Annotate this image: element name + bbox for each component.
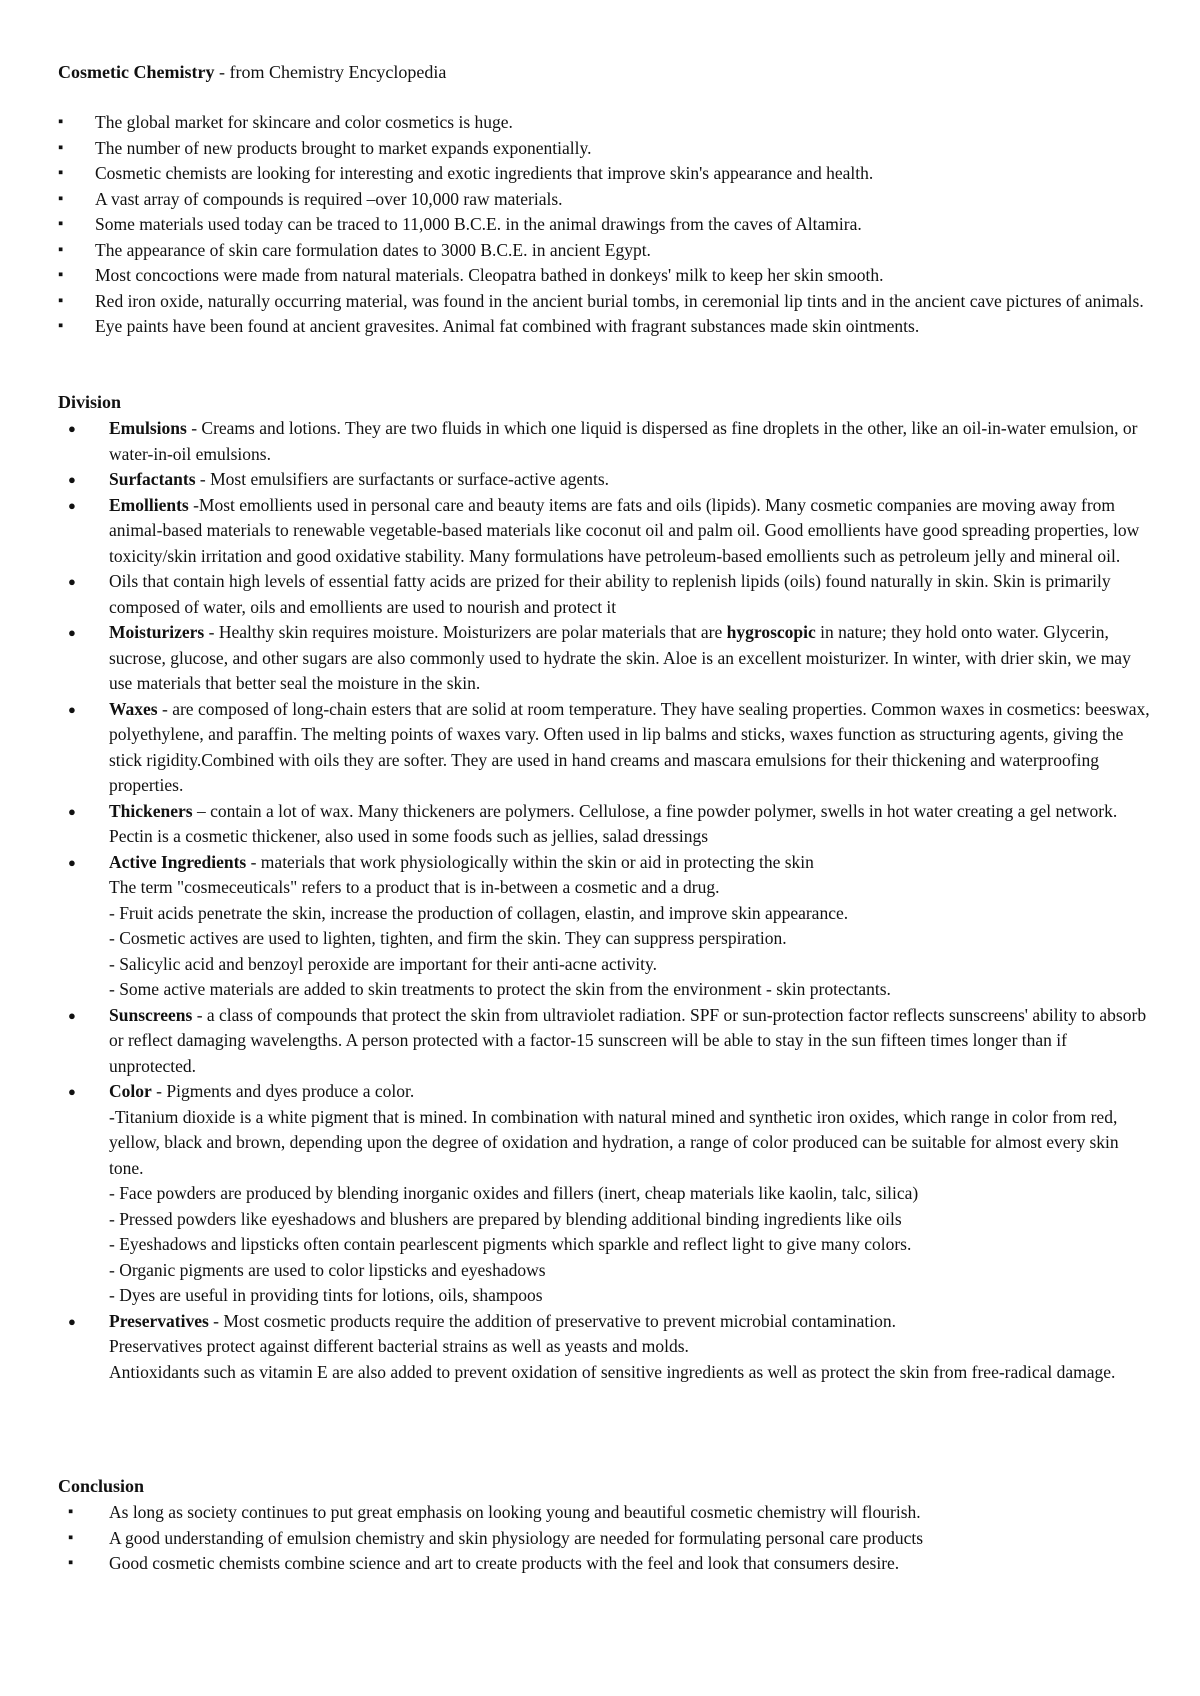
color-line: - Face powders are produced by blending inorganic oxides and fillers (inert, cheap materials like kaolin, talc, silica) xyxy=(109,1183,919,1203)
intro-item: ▪ Some materials used today can be traced to 11,000 B.C.E. in the animal drawings from the caves of Altamira. xyxy=(58,212,1148,238)
active-line: - Some active materials are added to skin treatments to protect the skin from the environment - skin protectants. xyxy=(109,979,891,999)
active-line: - Cosmetic actives are used to lighten, tighten, and firm the skin. They can suppress perspiration. xyxy=(109,928,787,948)
conclusion-list xyxy=(58,1500,1156,1577)
intro-item: ▪ The global market for skincare and color cosmetics is huge. xyxy=(58,110,1148,136)
term-active-ingredients: Active Ingredients xyxy=(109,851,247,872)
moisturizers-text-2: in nature; they hold onto water. Glycerin, sucrose, glucose, and other sugars are also commonly used to hydrate the skin. Aloe is an excellent moisturizer. In winter, with drier skin, we may use materials that better seal the moisture in the skin. xyxy=(109,622,1131,693)
title-bold: Cosmetic Chemistry xyxy=(58,62,215,82)
term-hygroscopic: hygroscopic xyxy=(726,622,816,642)
conclusion-item: ▪ Good cosmetic chemists combine science and art to create products with the feel and look that consumers desire. xyxy=(58,1551,1156,1577)
intro-item: ▪ Cosmetic chemists are looking for interesting and exotic ingredients that improve skin's appearance and health. xyxy=(58,161,1148,187)
term-waxes: Waxes xyxy=(109,698,158,719)
preservatives-line: Antioxidants such as vitamin E are also added to prevent oxidation of sensitive ingredients as well as protect the skin from free-radical damage. xyxy=(109,1361,1116,1382)
division-item-preservatives xyxy=(58,1309,1156,1386)
term-moisturizers: Moisturizers xyxy=(109,622,205,642)
division-item-surfactants xyxy=(58,467,1156,493)
intro-item: ▪ The number of new products brought to market expands exponentially. xyxy=(58,136,1148,162)
intro-list xyxy=(58,110,1148,340)
term-surfactants: Surfactants xyxy=(109,469,196,489)
waxes-text: - are composed of long-chain esters that are solid at room temperature. They have sealing properties. Common waxes in cosmetics: beeswax, polyethylene, and paraffin. The melting points of waxes vary. Often used in lip balms and sticks, waxes function as structuring agents, giving the stick rigidity.Combined with oils they are softer. They are used in hand creams and mascara emulsions for their thickening and waterproofing properties. xyxy=(109,698,1150,795)
color-line: - Eyeshadows and lipsticks often contain pearlescent pigments which sparkle and reflect light to give many colors. xyxy=(109,1234,912,1254)
intro-item: ▪ The appearance of skin care formulation dates to 3000 B.C.E. in ancient Egypt. xyxy=(58,238,1148,264)
title-source: - from Chemistry Encyclopedia xyxy=(214,62,447,82)
sunscreens-text: - a class of compounds that protect the skin from ultraviolet radiation. SPF or sun-protection factor reflects sunscreens' ability to absorb or reflect damaging wavelengths. A person protected with a factor-15 sunscreen will be able to stay in the sun fifteen times longer than if unprotected. xyxy=(109,1004,1147,1076)
document-title xyxy=(58,60,446,86)
conclusion-heading: Conclusion xyxy=(58,1476,145,1496)
term-thickeners: Thickeners xyxy=(109,800,193,821)
conclusion-item: ▪ A good understanding of emulsion chemistry and skin physiology are needed for formulating personal care products xyxy=(58,1526,1156,1552)
conclusion-item: ▪ As long as society continues to put great emphasis on looking young and beautiful cosmetic chemistry will flourish. xyxy=(58,1500,1156,1526)
thickeners-text: – contain a lot of wax. Many thickeners are polymers. Cellulose, a fine powder polymer, swells in hot water creating a gel network. Pectin is a cosmetic thickener, also used in some foods such as jellies, salad dressings xyxy=(109,800,1118,846)
active-line: - Fruit acids penetrate the skin, increase the production of collagen, elastin, and improve skin appearance. xyxy=(109,902,849,923)
term-sunscreens: Sunscreens xyxy=(109,1004,193,1025)
intro-item: ▪ Eye paints have been found at ancient gravesites. Animal fat combined with fragrant substances made skin ointments. xyxy=(58,314,1148,340)
division-item-emollients xyxy=(58,493,1156,570)
oils-text: Oils that contain high levels of essential fatty acids are prized for their ability to replenish lipids (oils) found naturally in skin. Skin is primarily composed of water, oils and emollients are used to nourish and protect it xyxy=(109,571,1111,617)
division-heading: Division xyxy=(58,392,122,412)
term-color: Color xyxy=(109,1081,152,1101)
moisturizers-text-1: - Healthy skin requires moisture. Moisturizers are polar materials that are xyxy=(204,622,727,642)
division-item-moisturizers xyxy=(58,620,1156,697)
preservatives-line: Preservatives protect against different bacterial strains as well as yeasts and molds. xyxy=(109,1336,689,1356)
emulsions-text: - Creams and lotions. They are two fluids in which one liquid is dispersed as fine droplets in the other, like an oil-in-water emulsion, or water-in-oil emulsions. xyxy=(109,418,1138,464)
term-emollients: Emollients xyxy=(109,494,189,515)
active-line: - Salicylic acid and benzoyl peroxide are important for their anti-acne activity. xyxy=(109,953,657,974)
division-item-waxes xyxy=(58,697,1156,799)
division-item-emulsions xyxy=(58,416,1156,467)
color-line: - Dyes are useful in providing tints for lotions, oils, shampoos xyxy=(109,1285,543,1305)
preservatives-text: - Most cosmetic products require the addition of preservative to prevent microbial contamination. xyxy=(208,1310,896,1331)
color-line: - Pressed powders like eyeshadows and blushers are prepared by blending additional binding ingredients like oils xyxy=(109,1208,902,1229)
division-item-oils xyxy=(58,569,1156,620)
division-item-active-ingredients xyxy=(58,850,1156,1003)
division-list xyxy=(58,416,1156,1385)
division-item-thickeners xyxy=(58,799,1156,850)
color-line: - Organic pigments are used to color lipsticks and eyeshadows xyxy=(109,1259,546,1280)
term-preservatives: Preservatives xyxy=(109,1310,209,1331)
color-text: - Pigments and dyes produce a color. xyxy=(151,1081,415,1101)
surfactants-text: - Most emulsifiers are surfactants or surface-active agents. xyxy=(195,469,610,489)
division-item-sunscreens xyxy=(58,1003,1156,1080)
intro-item: ▪ A vast array of compounds is required –over 10,000 raw materials. xyxy=(58,187,1148,213)
term-emulsions: Emulsions xyxy=(109,418,187,438)
color-line: -Titanium dioxide is a white pigment that is mined. In combination with natural mined and synthetic iron oxides, which range in color from red, yellow, black and brown, depending upon the degree of oxidation and hydration, a range of color produced can be suitable for almost every skin tone. xyxy=(109,1106,1119,1178)
intro-item: ▪ Red iron oxide, naturally occurring material, was found in the ancient burial tombs, in ceremonial lip tints and in the ancient cave pictures of animals. xyxy=(58,289,1148,315)
division-item-color xyxy=(58,1079,1156,1309)
intro-item: ▪ Most concoctions were made from natural materials. Cleopatra bathed in donkeys' milk to keep her skin smooth. xyxy=(58,263,1148,289)
active-text: - materials that work physiologically within the skin or aid in protecting the skin xyxy=(246,851,814,872)
emollients-text: -Most emollients used in personal care and beauty items are fats and oils (lipids). Many cosmetic companies are moving away from animal-based materials to renewable vegetable-based materials like coconut oil and palm oil. Good emollients have good spreading properties, low toxicity/skin irritation and good oxidative stability. Many formulations have petroleum-based emollients such as petroleum jelly and mineral oil. xyxy=(109,494,1140,566)
active-line: The term "cosmeceuticals" refers to a product that is in-between a cosmetic and a drug. xyxy=(109,877,720,897)
